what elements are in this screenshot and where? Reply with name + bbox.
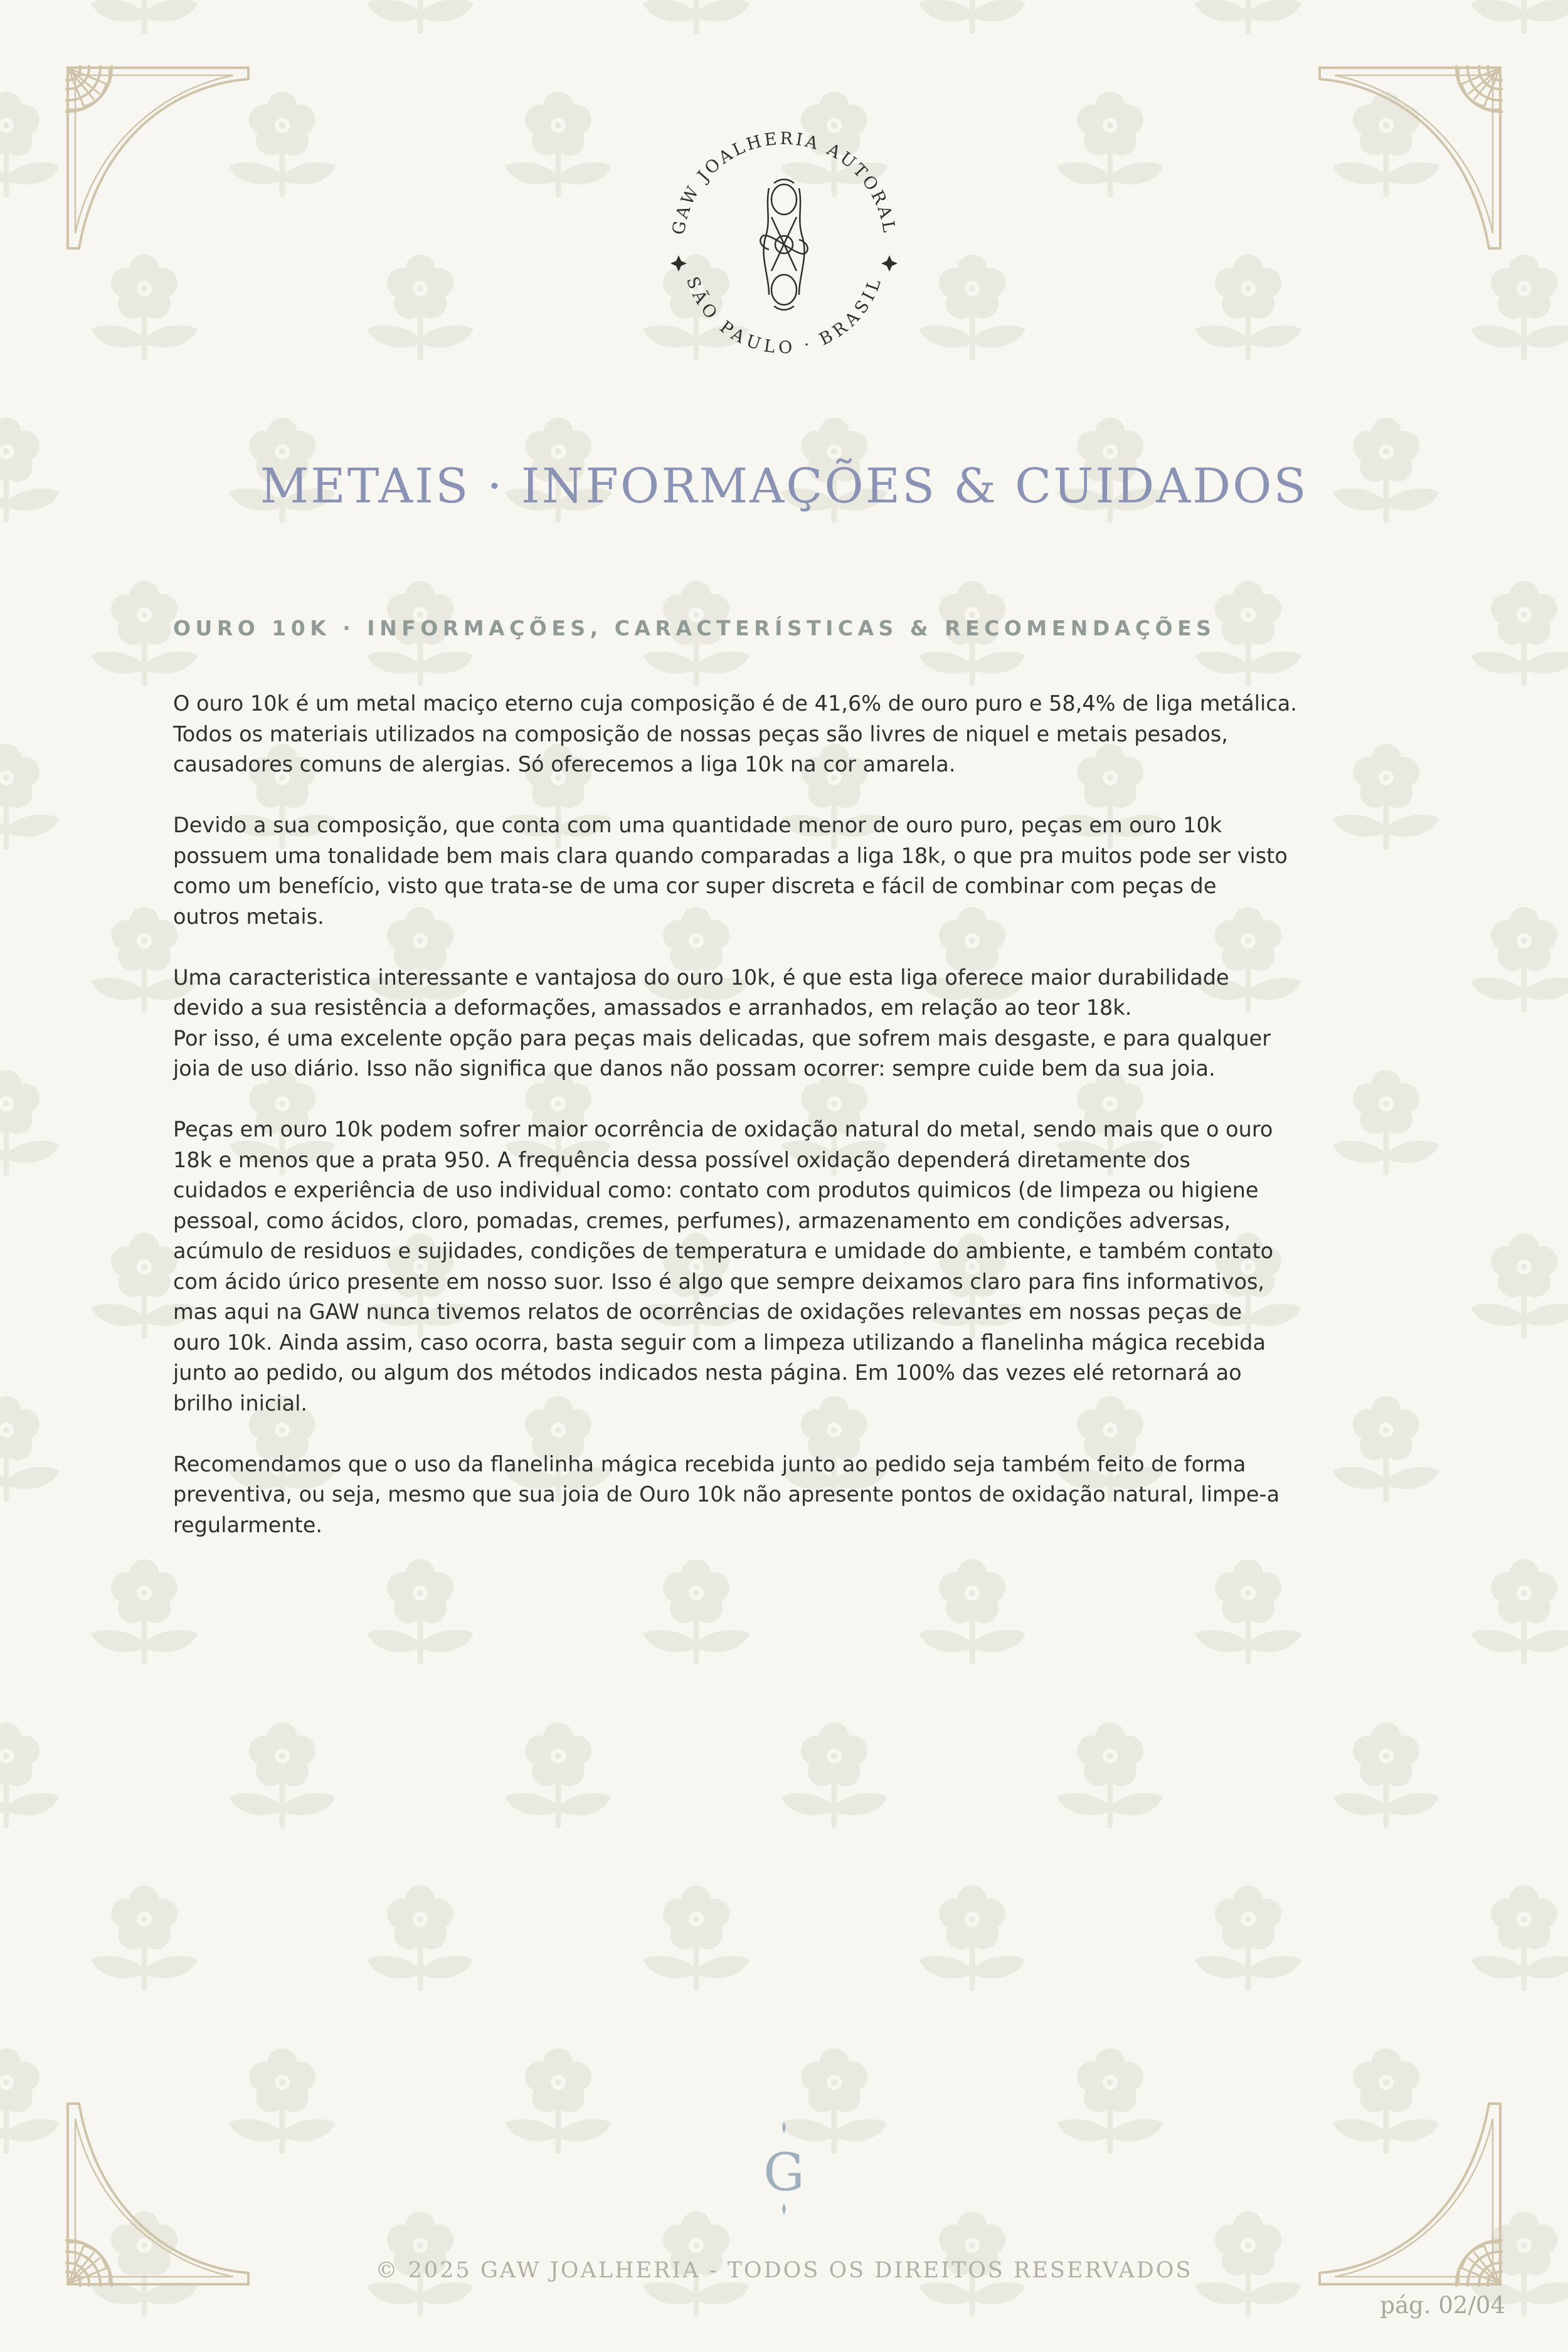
- text-line: junto ao pedido, ou algum dos métodos indicados nesta página. Em 100% das vezes elé retornará ao: [173, 1360, 1242, 1385]
- text-line: Uma caracteristica interessante e vantajosa do ouro 10k, é que esta liga oferece maior durabilidade: [173, 965, 1229, 990]
- text-line: Recomendamos que o uso da flanelinha mágica recebida junto ao pedido seja também feito de forma: [173, 1451, 1246, 1476]
- text-line: acúmulo de residuos e sujidades, condições de temperatura e umidade do ambiente, e também contato: [173, 1239, 1274, 1263]
- svg-text:SÃO PAULO · BRASIL: [682, 274, 886, 358]
- text-line: cuidados e experiência de uso individual como: contato com produtos quimicos (de limpeza ou higiene: [173, 1178, 1259, 1202]
- section-heading: OURO 10K · INFORMAÇÕES, CARACTERÍSTICAS & RECOMENDAÇÕES: [173, 616, 1216, 640]
- text-line: Todos os materiais utilizados na composição de nossas peças são livres de niquel e metais pesados,: [173, 721, 1228, 746]
- text-line: como um benefício, visto que trata-se de uma cor super discreta e fácil de combinar com peças de: [173, 874, 1217, 898]
- text-line: 18k e menos que a prata 950. A frequência dessa possível oxidação dependerá diretamente dos: [173, 1147, 1190, 1172]
- text-line: mas aqui na GAW nunca tivemos relatos de ocorrências de oxidações relevantes em nossas peças de: [173, 1300, 1242, 1324]
- corner-ornament-top-left: [65, 65, 253, 253]
- paragraph: [173, 1449, 1402, 1541]
- text-line: devido a sua resistência a deformações, amassados e arranhados, em relação ao teor 18k.: [173, 995, 1132, 1020]
- brand-logo-seal: [646, 107, 922, 383]
- text-line: Por isso, é uma excelente opção para peças mais delicadas, que sofrem mais desgaste, e para qualquer: [173, 1025, 1271, 1051]
- monogram-g-icon: [756, 2120, 812, 2220]
- logo-sparkle-icon: [670, 255, 898, 272]
- paragraph: [173, 963, 1402, 1084]
- text-line: Devido a sua composição, que conta com uma quantidade menor de ouro puro, peças em ouro 10k: [173, 813, 1222, 837]
- paragraph: [173, 810, 1402, 932]
- paragraph: [173, 689, 1402, 780]
- text-line: causadores comuns de alergias. Só oferecemos a liga 10k na cor amarela.: [173, 752, 956, 776]
- text-line: O ouro 10k é um metal maciço eterno cuja composição é de 41,6% de ouro puro e 58,4% de liga metálica.: [173, 691, 1297, 716]
- text-line: brilho inicial.: [173, 1391, 308, 1416]
- corner-ornament-top-right: [1315, 65, 1503, 253]
- text-line: possuem uma tonalidade bem mais clara quando comparadas a liga 18k, o que pra muitos pode ser visto: [173, 843, 1288, 868]
- body-text: [173, 689, 1402, 1571]
- svg-text:GAW JOALHERIA AUTORAL: [669, 129, 899, 236]
- text-line: preventiva, ou seja, mesmo que sua joia de Ouro 10k não apresente pontos de oxidação natural, limpe-a: [173, 1482, 1280, 1507]
- monogram-letter: G: [763, 2143, 805, 2203]
- page-number: pág. 02/04: [1380, 2292, 1505, 2319]
- text-line: joia de uso diário. Isso não significa que danos não possam ocorrer: sempre cuide bem da sua joia.: [173, 1056, 1216, 1081]
- figure-card-icon: [760, 179, 807, 310]
- text-line: com ácido úrico presente em nosso suor. Isso é algo que sempre deixamos claro para fins informativos,: [173, 1269, 1265, 1294]
- logo-bottom-text: SÃO PAULO · BRASIL: [682, 274, 886, 358]
- page-title: METAIS · INFORMAÇÕES & CUIDADOS: [260, 458, 1308, 514]
- footer-copyright: © 2025 GAW JOALHERIA - TODOS OS DIREITOS RESERVADOS: [375, 2258, 1193, 2283]
- text-line: regularmente.: [173, 1512, 323, 1537]
- text-line: Peças em ouro 10k podem sofrer maior ocorrência de oxidação natural do metal, sendo mais que o ouro: [173, 1117, 1273, 1142]
- text-line: pessoal, como ácidos, cloro, pomadas, cremes, perfumes), armazenamento em condições adversas,: [173, 1208, 1231, 1233]
- text-line: outros metais.: [173, 904, 324, 929]
- text-line: ouro 10k. Ainda assim, caso ocorra, basta seguir com a limpeza utilizando a flanelinha mágica recebida: [173, 1330, 1266, 1355]
- logo-top-text: GAW JOALHERIA AUTORAL: [669, 129, 899, 236]
- paragraph: [173, 1115, 1402, 1419]
